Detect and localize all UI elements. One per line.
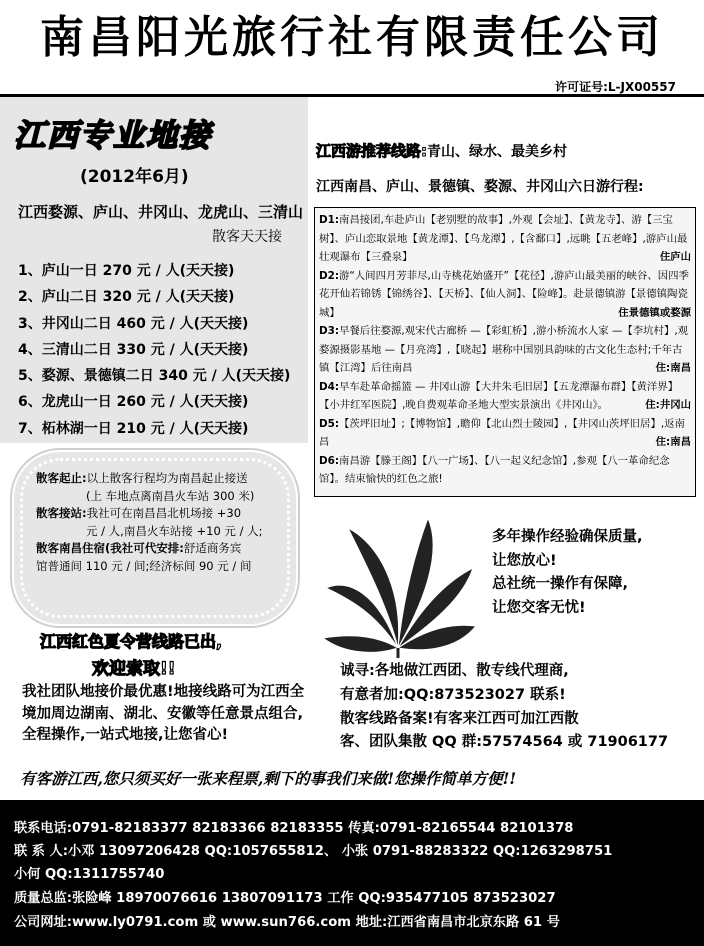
day-stay: 住:井冈山 xyxy=(645,399,691,411)
itinerary-box xyxy=(314,207,696,497)
quality-promise xyxy=(492,526,702,620)
contact-footer xyxy=(0,800,704,946)
seek-line: 有意者加:QQ:873523027 联系! xyxy=(340,686,566,703)
company-name: 南昌阳光旅行社有限责任公司 xyxy=(40,12,664,63)
route-item: 2、庐山二日 320 元 / 人(天天接) xyxy=(18,289,235,306)
quality-line: 让您放心! xyxy=(492,552,557,569)
route-item: 6、龙虎山一日 260 元 / 人(天天接) xyxy=(18,394,249,411)
route-price-list xyxy=(18,258,290,442)
note-hotel-text: 舒适商务宾 xyxy=(183,541,242,555)
day-text: 【茨坪旧址】;【博物馆】,瞻仰【北山烈士陵园】,【井冈山茨坪旧居】,返南昌 xyxy=(319,417,685,448)
quality-line: 总社统一操作有保障, xyxy=(492,576,629,592)
day-stay: 住:南昌 xyxy=(655,362,691,374)
footer-contacts: 联 系 人:小邓 13097206428 QQ:1057655812、 小张 0791-88283322 QQ:1263298751 xyxy=(14,844,613,859)
recommended-label: 江西游推荐线路: xyxy=(316,142,427,160)
seek-line: 散客线路备案!有客来江西可加江西散 xyxy=(340,710,579,727)
quality-line: 让您交客无忧! xyxy=(492,599,586,616)
itinerary-day xyxy=(319,452,691,489)
note-start-text: 以上散客行程均为南昌起止接送 xyxy=(86,471,248,485)
notes-text xyxy=(36,470,294,575)
day-stay: 住景德镇或婺源 xyxy=(618,306,691,319)
six-day-title: 江西南昌、庐山、景德镇、婺源、井冈山六日游行程: xyxy=(316,179,644,195)
day-label: D1: xyxy=(319,214,340,226)
route-item: 4、三清山二日 330 元 / 人(天天接) xyxy=(18,341,249,358)
day-text: 南昌接团,车赴庐山【老别墅的故事】,外观【会址】、【黄龙寺】、游【三宝树】、庐山恋取景地【黄龙潭】、【乌龙潭】,【含鄱口】,远眺【五老峰】,游庐山最壮观瀑布【三叠泉】 xyxy=(319,214,688,263)
day-text: 游“人间四月芳菲尽,山寺桃花始盛开”【花径】,游庐山最美丽的峡谷、因四季花开仙若锦锈【锦绣谷】、【天桥】、【仙人洞】、【险峰】。赴景德镇游【景德镇陶瓷城】 xyxy=(319,269,689,319)
areas-line: 江西婺源、庐山、井冈山、龙虎山、三清山 xyxy=(18,203,304,221)
leaf-illustration xyxy=(318,508,478,658)
day-label: D5: xyxy=(319,417,340,430)
note-pickup-text: 我社可在南昌昌北机场接 +30 xyxy=(86,506,242,520)
recommended-routes xyxy=(316,140,567,161)
quality-line: 多年操作经验确保质量, xyxy=(492,529,643,545)
seek-line: 客、团队集散 QQ 群:57574564 或 71906177 xyxy=(340,734,669,751)
route-item: 3、井冈山二日 460 元 / 人(天天接) xyxy=(18,315,249,332)
note-hotel-text2: 馆普通间 110 元 / 间;经济标间 90 元 / 间 xyxy=(36,558,252,573)
day-text: 南昌游【滕王阁】【八一广场】、【八一起义纪念馆】,参观【八一革命纪念馆】。结束愉快的红色之旅! xyxy=(319,454,670,485)
agent-recruit xyxy=(340,660,702,755)
day-text: 早车赴革命摇篮 — 井冈山游【大井朱毛旧居】【五龙潭瀑布群】【黄洋界】【小井红军医院】,晚自费观革命圣地大型实景演出《井冈山》。 xyxy=(319,380,679,411)
day-text: 早餐后往婺源,观宋代古廊桥 —【彩虹桥】,游小桥流水人家 —【李坑村】,观婺源摄影基地 —【月亮湾】,【晓起】堪称中国别具韵味的古文化生态村;千年古镇【江湾】后往南昌 xyxy=(319,325,689,374)
note-start-text2: (上 车地点离南昌火车站 300 米) xyxy=(86,488,255,503)
day-stay: 住庐山 xyxy=(659,251,691,263)
main-title: 江西专业地接 xyxy=(14,118,212,154)
welcome-text: 欢迎索取!! xyxy=(92,659,176,679)
note-hotel-label: 散客南昌住宿(我社可代安排: xyxy=(36,541,184,555)
itinerary-day xyxy=(319,267,691,323)
route-item: 5、婺源、景德镇二日 340 元 / 人(天天接) xyxy=(18,368,291,385)
day-label: D4: xyxy=(319,380,340,393)
note-pickup-text2: 元 / 人,南昌火车站接 +10 元 / 人; xyxy=(86,523,263,538)
day-stay: 住:南昌 xyxy=(655,436,691,448)
day-label: D2: xyxy=(319,269,340,282)
day-label: D3: xyxy=(319,325,340,337)
itinerary-day xyxy=(319,322,691,378)
note-pickup-label: 散客接站: xyxy=(36,506,87,520)
footer-phone: 联系电话:0791-82183377 82183366 82183355 传真:0791-82165544 82101378 xyxy=(14,821,574,836)
footer-website: 公司网址:www.ly0791.com 或 www.sun766.com 地址:江西省南昌市北京东路 61 号 xyxy=(14,915,560,930)
team-pricing-text: 我社团队地接价最优惠!地接线路可为江西全境加周边湖南、湖北、安徽等任意景点组合,全程操作,一站式地接,让您省心! xyxy=(22,684,305,743)
footer-quality: 质量总监:张险峰 18970076616 13807091173 工作 QQ:935477105 873523027 xyxy=(14,891,556,906)
footer-contacts-2: 小何 QQ:1311755740 xyxy=(14,867,165,882)
red-camp-line: 江西红色夏令营线路已出, xyxy=(40,632,223,651)
issue-date: (2012年6月) xyxy=(80,167,189,187)
license-number: 许可证号:L-JX00557 xyxy=(555,80,676,94)
note-start-label: 散客起止: xyxy=(36,471,87,485)
handwritten-slogan: 有客游江西,您只须买好一张来程票,剩下的事我们来做!您操作简单方便!! xyxy=(20,769,517,788)
day-label: D6: xyxy=(319,454,340,467)
itinerary-day xyxy=(319,378,691,415)
itinerary-day xyxy=(319,211,691,267)
seek-line: 诚寻:各地做江西团、散专线代理商, xyxy=(340,663,569,679)
recommended-text: 青山、绿水、最美乡村 xyxy=(427,144,567,160)
itinerary-day xyxy=(319,415,691,452)
daily-pickup: 散客天天接 xyxy=(212,229,282,245)
route-item: 7、柘林湖一日 210 元 / 人(天天接) xyxy=(18,420,249,437)
route-item: 1、庐山一日 270 元 / 人(天天接) xyxy=(18,263,235,279)
